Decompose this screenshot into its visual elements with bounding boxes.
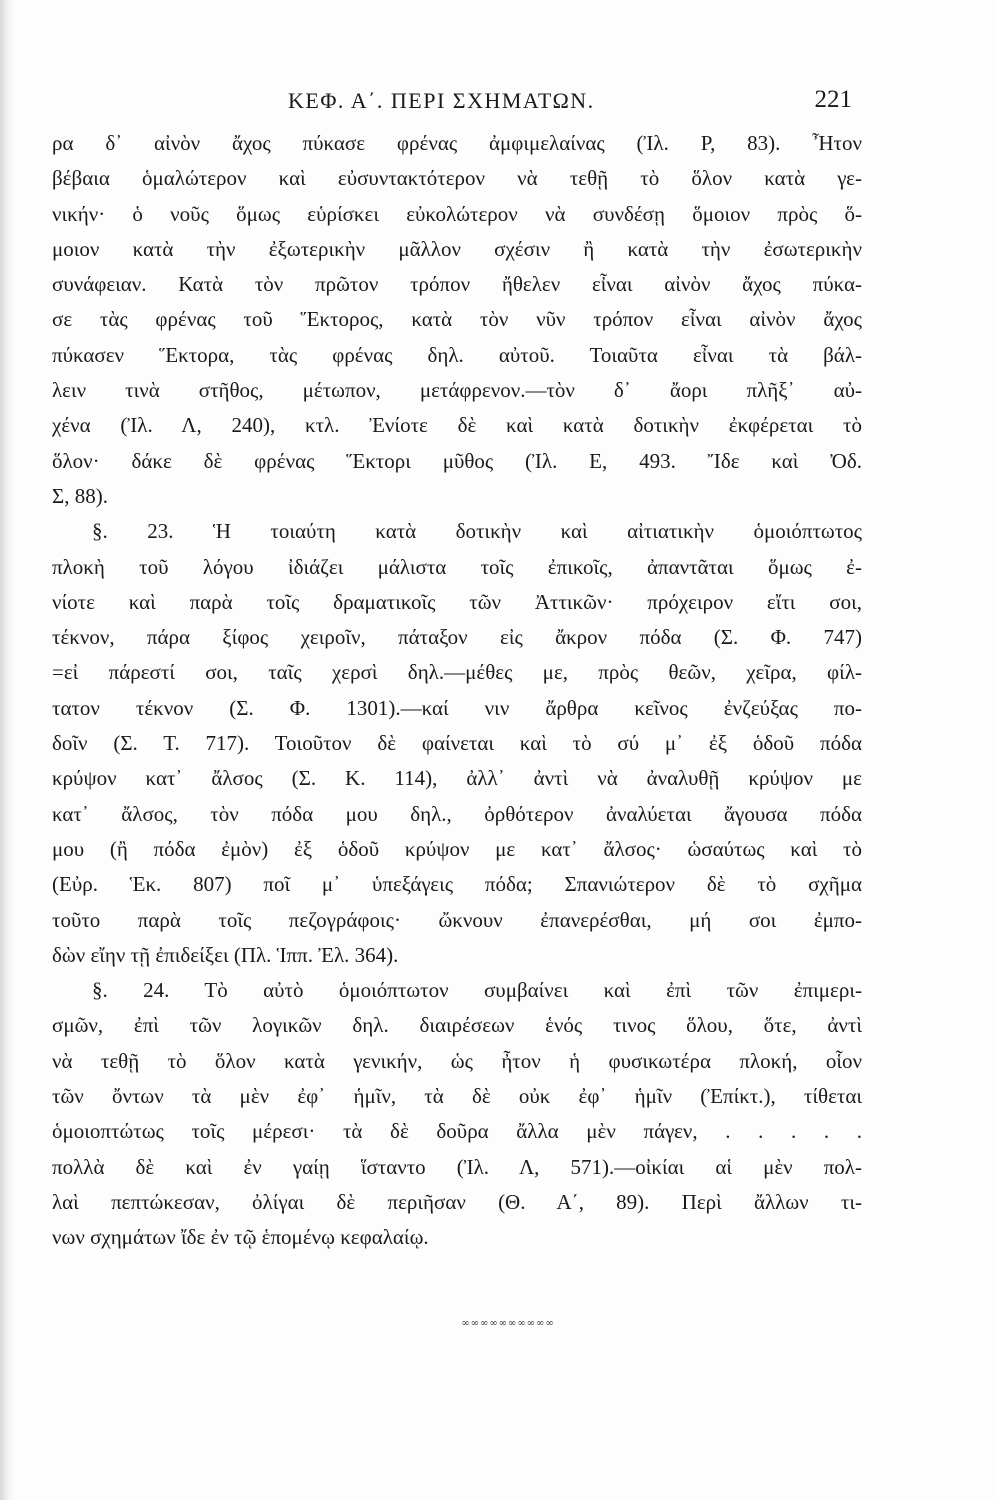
text-line: σε τὰς φρένας τοῦ Ἕκτορος, κατὰ τὸν νῦν τρόπον εἶναι αἰνὸν ἄχος [52, 307, 862, 332]
page-binding-shadow [0, 0, 14, 1500]
page-header [50, 84, 850, 120]
section-end-ornament: ∞∞∞∞∞∞∞∞∞∞ [461, 1318, 555, 1329]
text-line: =εἰ πάρεστί σοι, ταῖς χερσὶ δηλ.—μέθες με, πρὸς θεῶν, χεῖρα, φίλ- [52, 660, 862, 685]
text-line: τῶν ὄντων τὰ μὲν ἐφ᾽ ἡμῖν, τὰ δὲ οὐκ ἐφ᾽ ἡμῖν (Ἐπίκτ.), τίθεται [52, 1084, 862, 1109]
body-text [52, 126, 862, 1256]
paragraph-end-line: νων σχημάτων ἴδε ἐν τῷ ἑπομένῳ κεφαλαίῳ. [52, 1225, 429, 1250]
paragraph-end-line: δὼν εἴην τῇ ἐπιδείξει (Πλ. Ἱππ. Ἐλ. 364). [52, 942, 399, 967]
text-line: κρύψον κατ᾽ ἄλσος (Σ. Κ. 114), ἀλλ᾽ ἀντὶ νὰ ἀναλυθῇ κρύψον με [52, 766, 862, 791]
text-line: κατ᾽ ἄλσος, τὸν πόδα μου δηλ., ὀρθότερον ἀναλύεται ἄγουσα πόδα [52, 801, 862, 826]
text-line: χένα (Ἰλ. Λ, 240), κτλ. Ἐνίοτε δὲ καὶ κατὰ δοτικὴν ἐκφέρεται τὸ [52, 413, 862, 438]
text-line: λειν τινὰ στῆθος, μέτωπον, μετάφρενον.—τὸν δ᾽ ἄορι πλῆξ᾽ αὐ- [52, 378, 862, 403]
text-line: νίοτε καὶ παρὰ τοῖς δραματικοῖς τῶν Ἀττικῶν· πρόχειρον εἴτι σοι, [52, 589, 862, 614]
text-line: ὅλον· δάκε δὲ φρένας Ἕκτορι μῦθος (Ἰλ. Ε, 493. Ἴδε καὶ Ὀδ. [52, 448, 862, 473]
section-23-heading-line: §. 23. Ἡ τοιαύτη κατὰ δοτικὴν καὶ αἰτιατικὴν ὁμοιόπτωτος [92, 519, 862, 544]
text-line: βέβαια ὁμαλώτερον καὶ εὐσυντακτότερον νὰ τεθῇ τὸ ὅλον κατὰ γε- [52, 166, 862, 191]
text-line: (Εὐρ. Ἑκ. 807) ποῖ μ᾽ ὑπεξάγεις πόδα; Σπανιώτερον δὲ τὸ σχῆμα [52, 872, 862, 897]
text-line: πλοκὴ τοῦ λόγου ἰδιάζει μάλιστα τοῖς ἐπικοῖς, ἀπαντᾶται ὅμως ἐ- [52, 554, 862, 579]
text-line: ὁμοιοπτώτως τοῖς μέρεσι· τὰ δὲ δοῦρα ἄλλα μὲν πάγεν, . . . . . [52, 1119, 862, 1144]
section-24-heading-line: §. 24. Τὸ αὐτὸ ὁμοιόπτωτον συμβαίνει καὶ ἐπὶ τῶν ἐπιμερι- [92, 978, 862, 1003]
running-head: ΚΕΦ. Α΄. ΠΕΡΙ ΣΧΗΜΑΤΩΝ. [288, 88, 595, 113]
text-line: νὰ τεθῇ τὸ ὅλον κατὰ γενικήν, ὡς ἦτον ἡ φυσικωτέρα πλοκή, οἷον [52, 1048, 862, 1073]
text-line: μοιον κατὰ τὴν ἐξωτερικὴν μᾶλλον σχέσιν ἢ κατὰ τὴν ἐσωτερικὴν [52, 236, 862, 261]
paragraph-end-line: Σ, 88). [52, 483, 108, 508]
text-line: λαὶ πεπτώκεσαν, ὀλίγαι δὲ περιῆσαν (Θ. Α΄, 89). Περὶ ἄλλων τι- [52, 1189, 862, 1214]
text-line: ρα δ᾽ αἰνὸν ἄχος πύκασε φρένας ἀμφιμελαίνας (Ἰλ. Ρ, 83). Ἦτον [52, 131, 862, 155]
text-line: μου (ἢ πόδα ἐμὸν) ἐξ ὁδοῦ κρύψον με κατ᾽ ἄλσος· ὡσαύτως καὶ τὸ [52, 836, 862, 861]
page-number: 221 [814, 86, 852, 113]
text-line: πολλὰ δὲ καὶ ἐν γαίῃ ἵσταντο (Ἰλ. Λ, 571).—οἰκίαι αἱ μὲν πολ- [52, 1154, 862, 1179]
text-line: πύκασεν Ἕκτορα, τὰς φρένας δηλ. αὐτοῦ. Τοιαῦτα εἶναι τὰ βάλ- [52, 342, 862, 367]
text-line: νικήν· ὁ νοῦς ὅμως εὑρίσκει εὐκολώτερον νὰ συνδέσῃ ὅμοιον πρὸς ὅ- [52, 201, 862, 226]
text-line: τατον τέκνον (Σ. Φ. 1301).—καί νιν ἄρθρα κεῖνος ἐνζεύξας πο- [52, 695, 862, 720]
text-line: τοῦτο παρὰ τοῖς πεζογράφοις· ὤκνουν ἐπανερέσθαι, μή σοι ἐμπο- [52, 907, 862, 932]
text-line: σμῶν, ἐπὶ τῶν λογικῶν δηλ. διαιρέσεων ἑνός τινος ὅλου, ὅτε, ἀντὶ [52, 1013, 862, 1038]
text-line: τέκνον, πάρα ξίφος χειροῖν, πάταξον εἰς ἄκρον πόδα (Σ. Φ. 747) [52, 625, 862, 650]
text-line: συνάφειαν. Κατὰ τὸν πρῶτον τρόπον ἤθελεν εἶναι αἰνὸν ἄχος πύκα- [52, 272, 862, 297]
text-line: δοῖν (Σ. Τ. 717). Τοιοῦτον δὲ φαίνεται καὶ τὸ σύ μ᾽ ἐξ ὁδοῦ πόδα [52, 731, 862, 756]
